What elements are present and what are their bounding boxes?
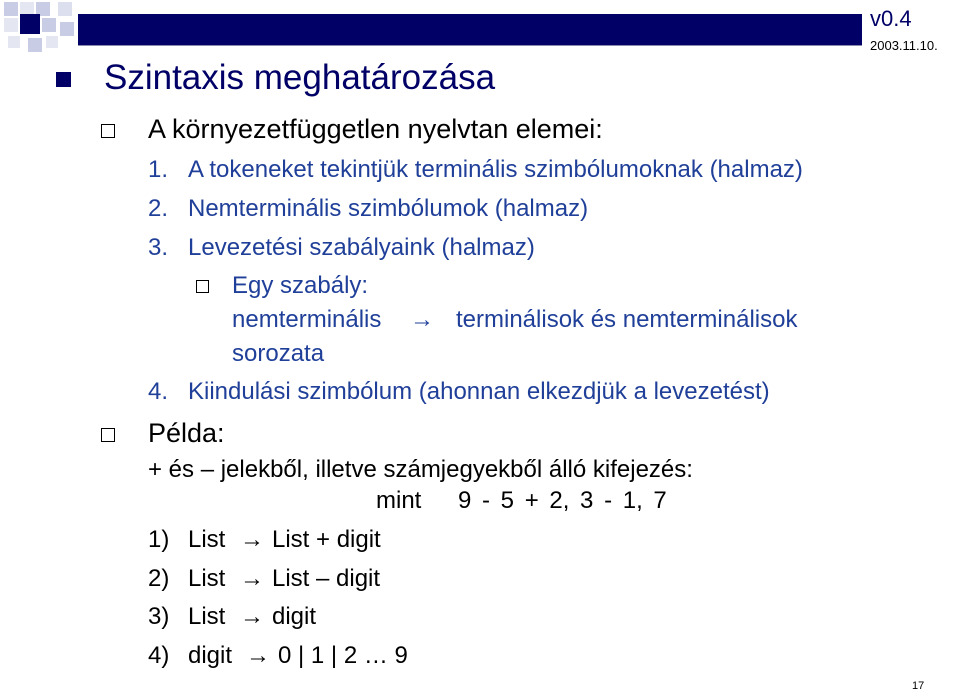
rule-number: 2) — [148, 565, 170, 592]
page-number: 17 — [912, 680, 925, 692]
decor-square — [42, 18, 56, 32]
hollow-square-bullet-icon — [101, 428, 115, 442]
decor-square — [60, 22, 74, 36]
title-bullet-icon — [56, 72, 71, 87]
rule-number: 3) — [148, 603, 170, 630]
hollow-square-bullet-icon — [196, 280, 209, 293]
list-item-number: 1. — [148, 156, 169, 183]
decor-square — [46, 36, 58, 48]
decor-square — [4, 2, 18, 16]
rule-intro: Egy szabály: — [232, 272, 369, 299]
rule-lhs: List — [188, 603, 226, 630]
example-heading: Példa: — [148, 418, 225, 448]
arrow-icon: → — [410, 306, 434, 333]
hollow-square-bullet-icon — [101, 124, 115, 138]
arrow-icon: → — [240, 526, 264, 553]
list-item-number: 4. — [148, 378, 169, 405]
rule-number: 1) — [148, 526, 170, 553]
example-description: + és – jelekből, illetve számjegyekből álló kifejezés: — [148, 456, 693, 483]
decor-square — [28, 38, 42, 52]
decor-square — [4, 18, 18, 32]
bullet-text: A környezetfüggetlen nyelvtan elemei: — [148, 114, 603, 144]
arrow-icon: → — [240, 603, 264, 630]
header-bar-underline — [78, 45, 862, 46]
rule-rhs: digit — [272, 603, 317, 630]
decor-square — [20, 14, 40, 34]
decor-square — [8, 36, 20, 48]
example-expression: 9 - 5 + 2, 3 - 1, 7 — [458, 487, 667, 514]
date-label: 2003.11.10. — [870, 38, 938, 53]
rule-number: 4) — [148, 642, 170, 669]
list-item-text: Nemterminális szimbólumok (halmaz) — [188, 195, 589, 222]
list-item-number: 3. — [148, 234, 169, 261]
list-item-text: A tokeneket tekintjük terminális szimbólumoknak (halmaz) — [188, 156, 803, 183]
rule-rhs: 0 | 1 | 2 … 9 — [278, 642, 408, 669]
rule-rhs: List – digit — [272, 565, 381, 592]
decor-square — [58, 2, 72, 16]
example-mint-label: mint — [376, 487, 422, 514]
rule-lhs: List — [188, 526, 226, 553]
rule-continuation: sorozata — [232, 340, 325, 367]
list-item-text: Kiindulási szimbólum (ahonnan elkezdjük a levezetést) — [188, 378, 770, 405]
rule-lhs: digit — [188, 642, 233, 669]
slide-title: Szintaxis meghatározása — [104, 58, 496, 97]
rule-rhs: List + digit — [272, 526, 381, 553]
arrow-icon: → — [240, 565, 264, 592]
rule-right-side: terminálisok és nemterminálisok — [456, 306, 798, 333]
rule-left-side: nemterminális — [232, 306, 382, 333]
list-item-number: 2. — [148, 195, 169, 222]
list-item-text: Levezetési szabályaink (halmaz) — [188, 234, 535, 261]
rule-lhs: List — [188, 565, 226, 592]
arrow-icon: → — [246, 642, 270, 669]
header-bar — [78, 14, 862, 45]
version-label: v0.4 — [870, 6, 912, 31]
